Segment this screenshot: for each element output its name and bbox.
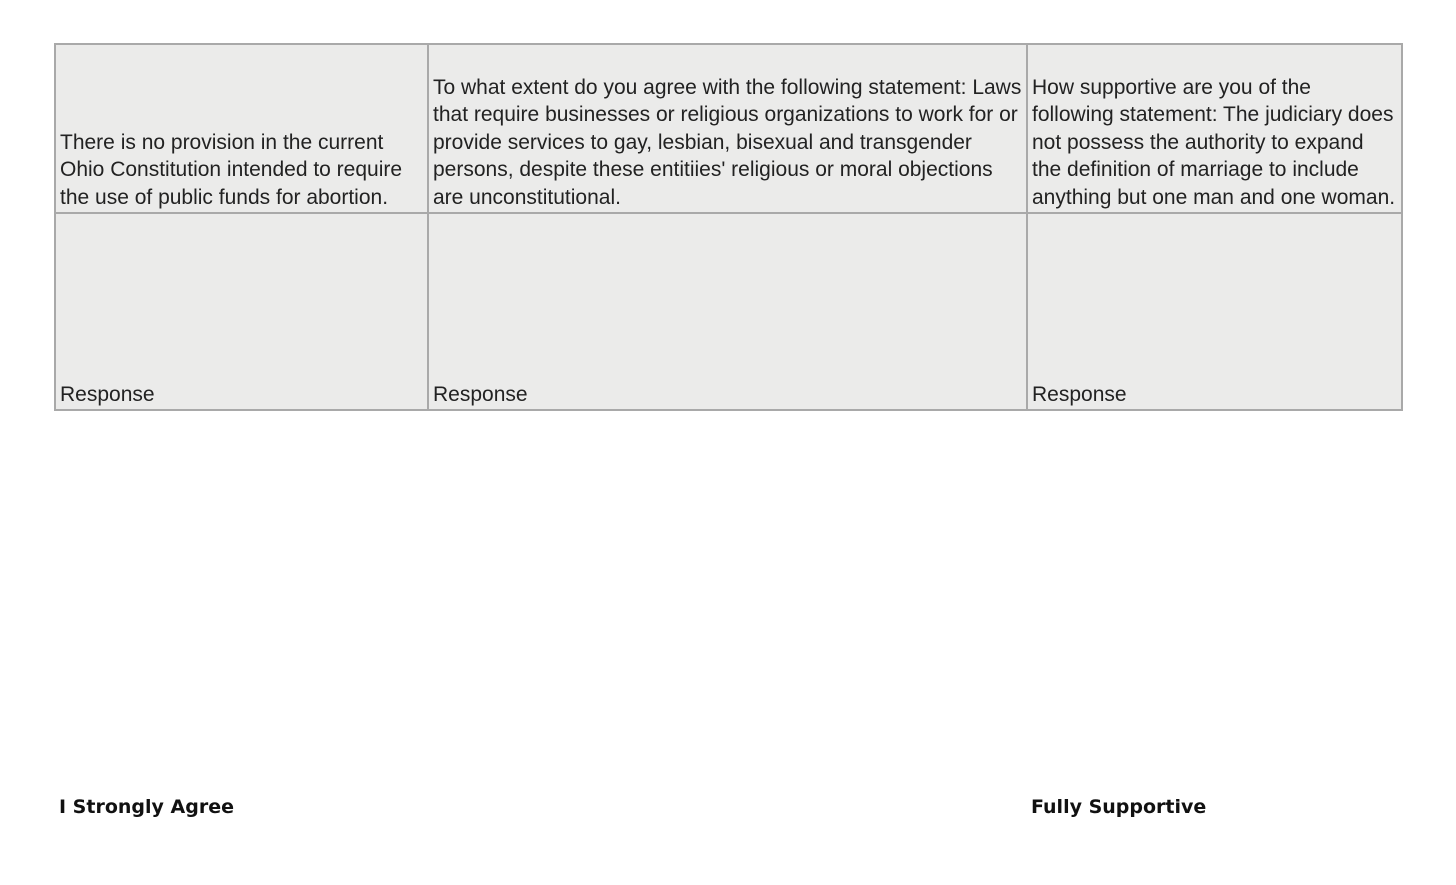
answer-q3: Fully Supportive <box>1031 796 1207 818</box>
response-cell-2[interactable]: Response <box>428 213 1027 410</box>
response-row <box>55 213 1402 410</box>
survey-table <box>54 43 1403 411</box>
question-cell-3: How supportive are you of the following statement: The judiciary does not possess the authority to expand the definition of marriage to include anything but one man and one woman. <box>1027 44 1402 213</box>
question-cell-1: There is no provision in the current Ohio Constitution intended to require the use of public funds for abortion. <box>55 44 428 213</box>
answer-q1: I Strongly Agree <box>59 796 234 818</box>
response-cell-3[interactable]: Response <box>1027 213 1402 410</box>
question-row <box>55 44 1402 213</box>
response-cell-1[interactable]: Response <box>55 213 428 410</box>
question-cell-2: To what extent do you agree with the following statement: Laws that require businesses or religious organizations to work for or provide services to gay, lesbian, bisexual and transgender persons, despite these entitiies' religious or moral objections are unconstitutional. <box>428 44 1027 213</box>
